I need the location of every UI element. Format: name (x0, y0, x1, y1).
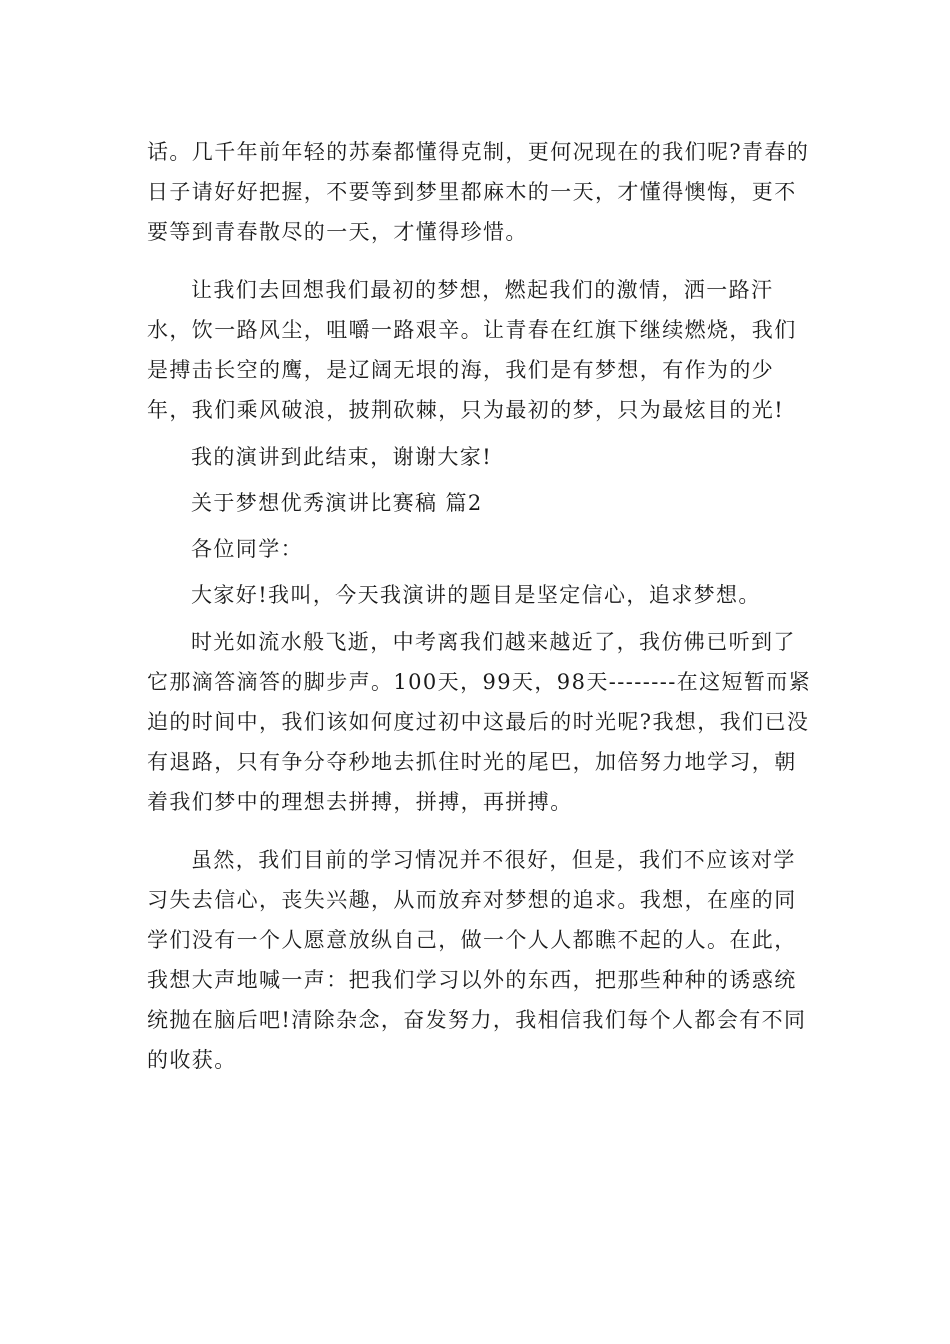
document-page (147, 132, 812, 1080)
salutation (147, 530, 807, 568)
text-line: 日子请好好把握，不要等到梦里都麻木的一天，才懂得懊悔，更不 (147, 180, 797, 204)
text-line: 学们没有一个人愿意放纵自己，做一个人人都瞧不起的人。在此， (147, 928, 797, 952)
paragraph-2 (147, 270, 807, 430)
text-line: 的收获。 (147, 1048, 237, 1072)
text-line: 我的演讲到此结束，谢谢大家! (191, 445, 493, 469)
text-line: 各位同学： (191, 537, 303, 561)
paragraph-7 (147, 622, 812, 822)
text-line: 习失去信心，丧失兴趣，从而放弃对梦想的追求。我想，在座的同 (147, 888, 797, 912)
text-line: 它那滴答滴答的脚步声。100天，99天，98天--------在这短暂而紧 (147, 670, 812, 694)
text-line: 统抛在脑后吧!清除杂念，奋发努力，我相信我们每个人都会有不同 (147, 1008, 807, 1032)
text-line: 是搏击长空的鹰，是辽阔无垠的海，我们是有梦想，有作为的少 (147, 358, 775, 382)
text-line: 我想大声地喊一声：把我们学习以外的东西，把那些种种的诱惑统 (147, 968, 797, 992)
text-line: 虽然，我们目前的学习情况并不很好，但是，我们不应该对学 (191, 848, 796, 872)
paragraph-3 (147, 438, 807, 476)
text-line: 关于梦想优秀演讲比赛稿 篇2 (191, 491, 483, 515)
text-line: 让我们去回想我们最初的梦想，燃起我们的激情，洒一路汗 (191, 278, 774, 302)
paragraph-greeting (147, 576, 807, 614)
paragraph-1 (147, 132, 810, 252)
text-line: 有退路，只有争分夺秒地去抓住时光的尾巴，加倍努力地学习，朝 (147, 750, 797, 774)
section-heading (147, 484, 807, 522)
text-line: 话。几千年前年轻的苏秦都懂得克制，更何况现在的我们呢?青春的 (147, 140, 810, 164)
text-line: 时光如流水般飞逝，中考离我们越来越近了，我仿佛已听到了 (191, 630, 796, 654)
text-line: 迫的时间中，我们该如何度过初中这最后的时光呢?我想，我们已没 (147, 710, 810, 734)
text-line: 水，饮一路风尘，咀嚼一路艰辛。让青春在红旗下继续燃烧，我们 (147, 318, 797, 342)
text-line: 要等到青春散尽的一天，才懂得珍惜。 (147, 220, 528, 244)
paragraph-8 (147, 840, 807, 1080)
text-line: 年，我们乘风破浪，披荆砍棘，只为最初的梦，只为最炫目的光! (147, 398, 785, 422)
text-line: 着我们梦中的理想去拼搏，拼搏，再拼搏。 (147, 790, 573, 814)
text-line: 大家好!我叫，今天我演讲的题目是坚定信心，追求梦想。 (191, 583, 761, 607)
